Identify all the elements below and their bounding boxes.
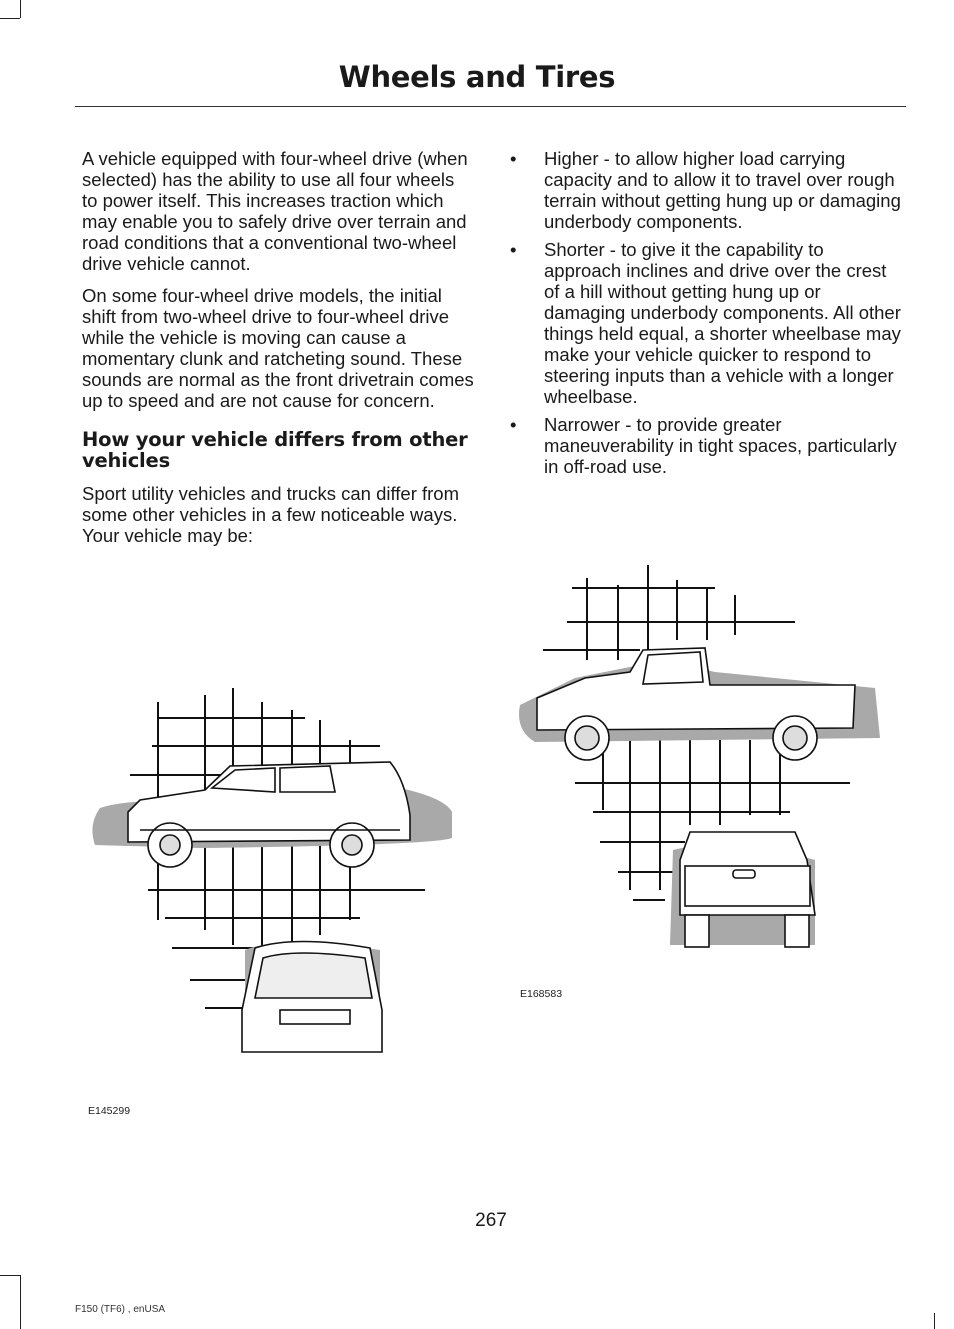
truck-side-view [537, 648, 855, 760]
suv-side-view [128, 762, 410, 867]
suv-illustration [80, 680, 470, 1070]
bullet-text: Narrower - to provide greater maneuverability in tight spaces, particularly in off-road use. [544, 414, 897, 477]
paragraph-4wd-intro: A vehicle equipped with four-wheel drive (when selected) has the ability to use all four wheels to power itself. This increases traction which may enable you to safely drive over terrain and road conditions that a conventional two-wheel drive vehicle cannot. [82, 148, 468, 274]
bullet-shorter [510, 239, 905, 407]
page-number: 267 [475, 1210, 507, 1231]
figure-code-truck: E168583 [520, 988, 563, 1000]
suv-rear-view [242, 942, 382, 1053]
paragraph-vehicle-differs: Sport utility vehicles and trucks can differ from some other vehicles in a few noticeable ways. Your vehicle may be: [82, 483, 460, 546]
bullet-dot: • [510, 414, 517, 435]
bullet-narrower [510, 414, 905, 477]
crop-mark-bottom-left-v [20, 1275, 21, 1329]
page-title: Wheels and Tires [338, 60, 616, 94]
crop-mark-bottom-right-v1 [934, 1313, 935, 1329]
bullet-higher [510, 148, 905, 232]
paragraph-4wd-shift: On some four-wheel drive models, the initial shift from two-wheel drive to four-wheel drive while the vehicle is moving can cause a momentary clunk and ratcheting sound. These sounds are normal as the front drivetrain comes up to speed and are not cause for concern. [82, 285, 474, 411]
title-divider [75, 106, 906, 107]
bullet-text: Shorter - to give it the capability to approach inclines and drive over the crest of a hill without getting hung up or damaging underbody components. All other things held equal, a shorter wheelbase may make your vehicle quicker to respond to steering inputs than a vehicle with a longer wheelbase. [544, 239, 901, 407]
bullet-text: Higher - to allow higher load carrying capacity and to allow it to travel over rough terrain without getting hung up or damaging underbody components. [544, 148, 901, 232]
bullet-dot: • [510, 239, 517, 260]
crop-mark-top-left-h [0, 18, 20, 19]
bullet-dot: • [510, 148, 517, 169]
crop-mark-bottom-left-h [0, 1275, 20, 1276]
document-id: F150 (TF6) , enUSA [75, 1304, 166, 1315]
crop-mark-top-left-v [20, 0, 21, 18]
left-column [82, 148, 474, 557]
right-column [510, 148, 905, 484]
figure-code-suv: E145299 [88, 1105, 131, 1117]
truck-illustration [515, 560, 885, 955]
section-heading: How your vehicle differs from other vehicles [82, 428, 468, 472]
